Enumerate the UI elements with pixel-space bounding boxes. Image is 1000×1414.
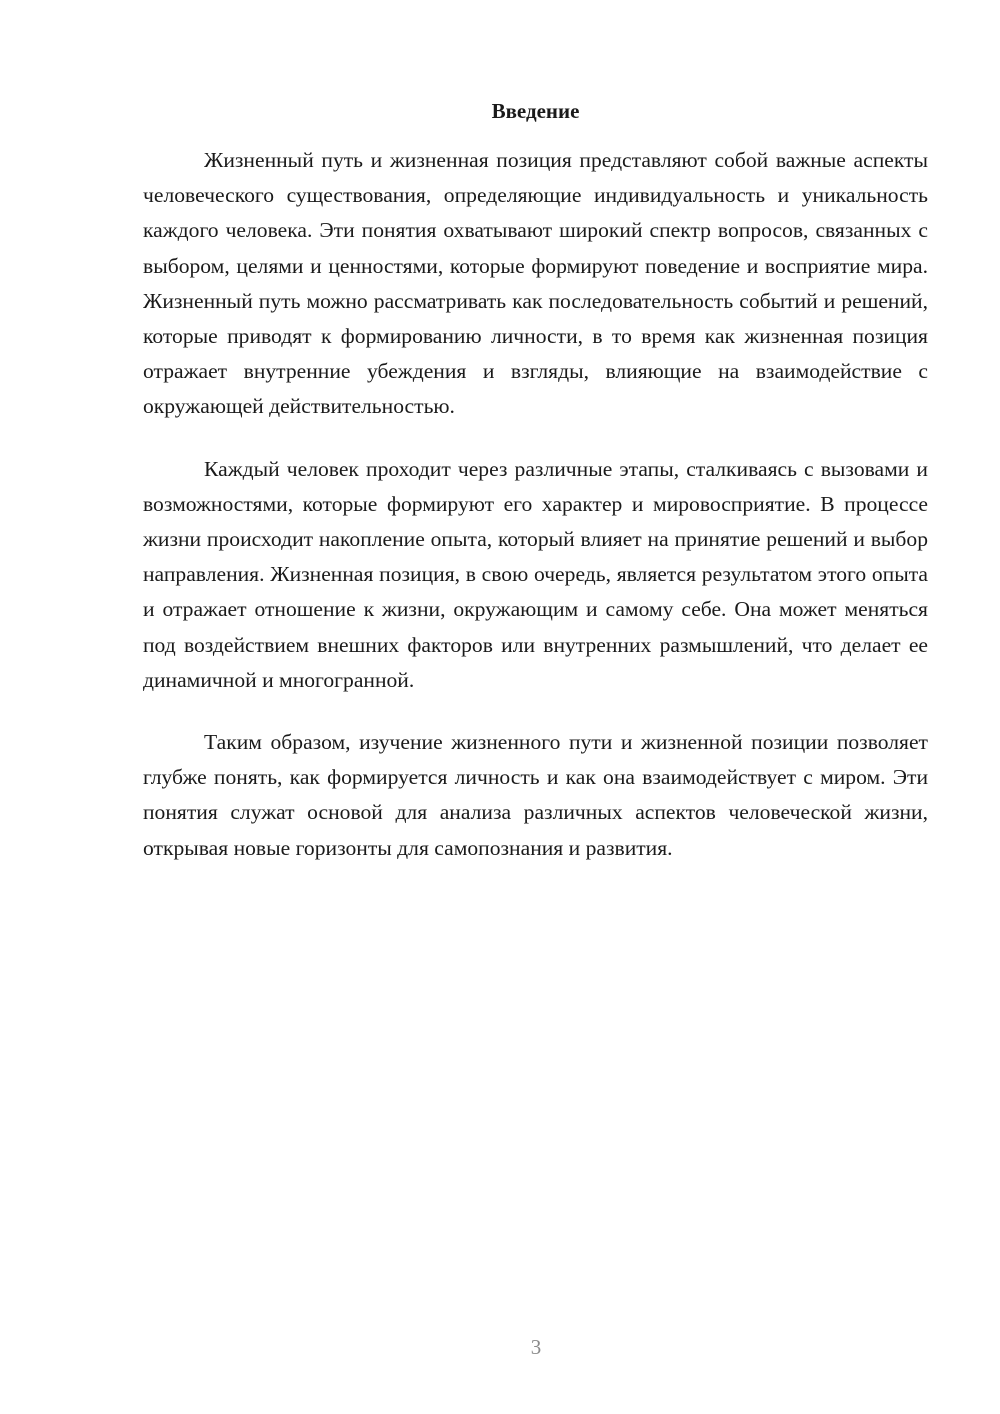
paragraph-1: Жизненный путь и жизненная позиция представляют собой важные аспекты человеческого существования, определяющие индивидуальность и уникальность каждого человека. Эти понятия охватывают широкий спектр вопросов, связанных с выбором, целями и ценностями, которые формируют поведение и восприятие мира. Жизненный путь можно рассматривать как последовательность событий и решений, которые приводят к формированию личности, в то время как жизненная позиция отражает внутренние убеждения и взгляды, влияющие на взаимодействие с окружающей действительностью. xyxy=(143,148,928,419)
paragraph-3: Таким образом, изучение жизненного пути и жизненной позиции позволяет глубже понять, как формируется личность и как она взаимодействует с миром. Эти понятия служат основой для анализа различных аспектов человеческой жизни, открывая новые горизонты для самопознания и развития. xyxy=(143,730,928,860)
page-number: 3 xyxy=(530,1335,542,1359)
document-body xyxy=(143,143,928,893)
page-title: Введение xyxy=(491,99,580,123)
paragraph-2: Каждый человек проходит через различные этапы, сталкиваясь с вызовами и возможностями, которые формируют его характер и мировосприятие. В процессе жизни происходит накопление опыта, который влияет на принятие решений и выбор направления. Жизненная позиция, в свою очередь, является результатом этого опыта и отражает отношение к жизни, окружающим и самому себе. Она может меняться под воздействием внешних факторов или внутренних размышлений, что делает ее динамичной и многогранной. xyxy=(143,456,928,692)
